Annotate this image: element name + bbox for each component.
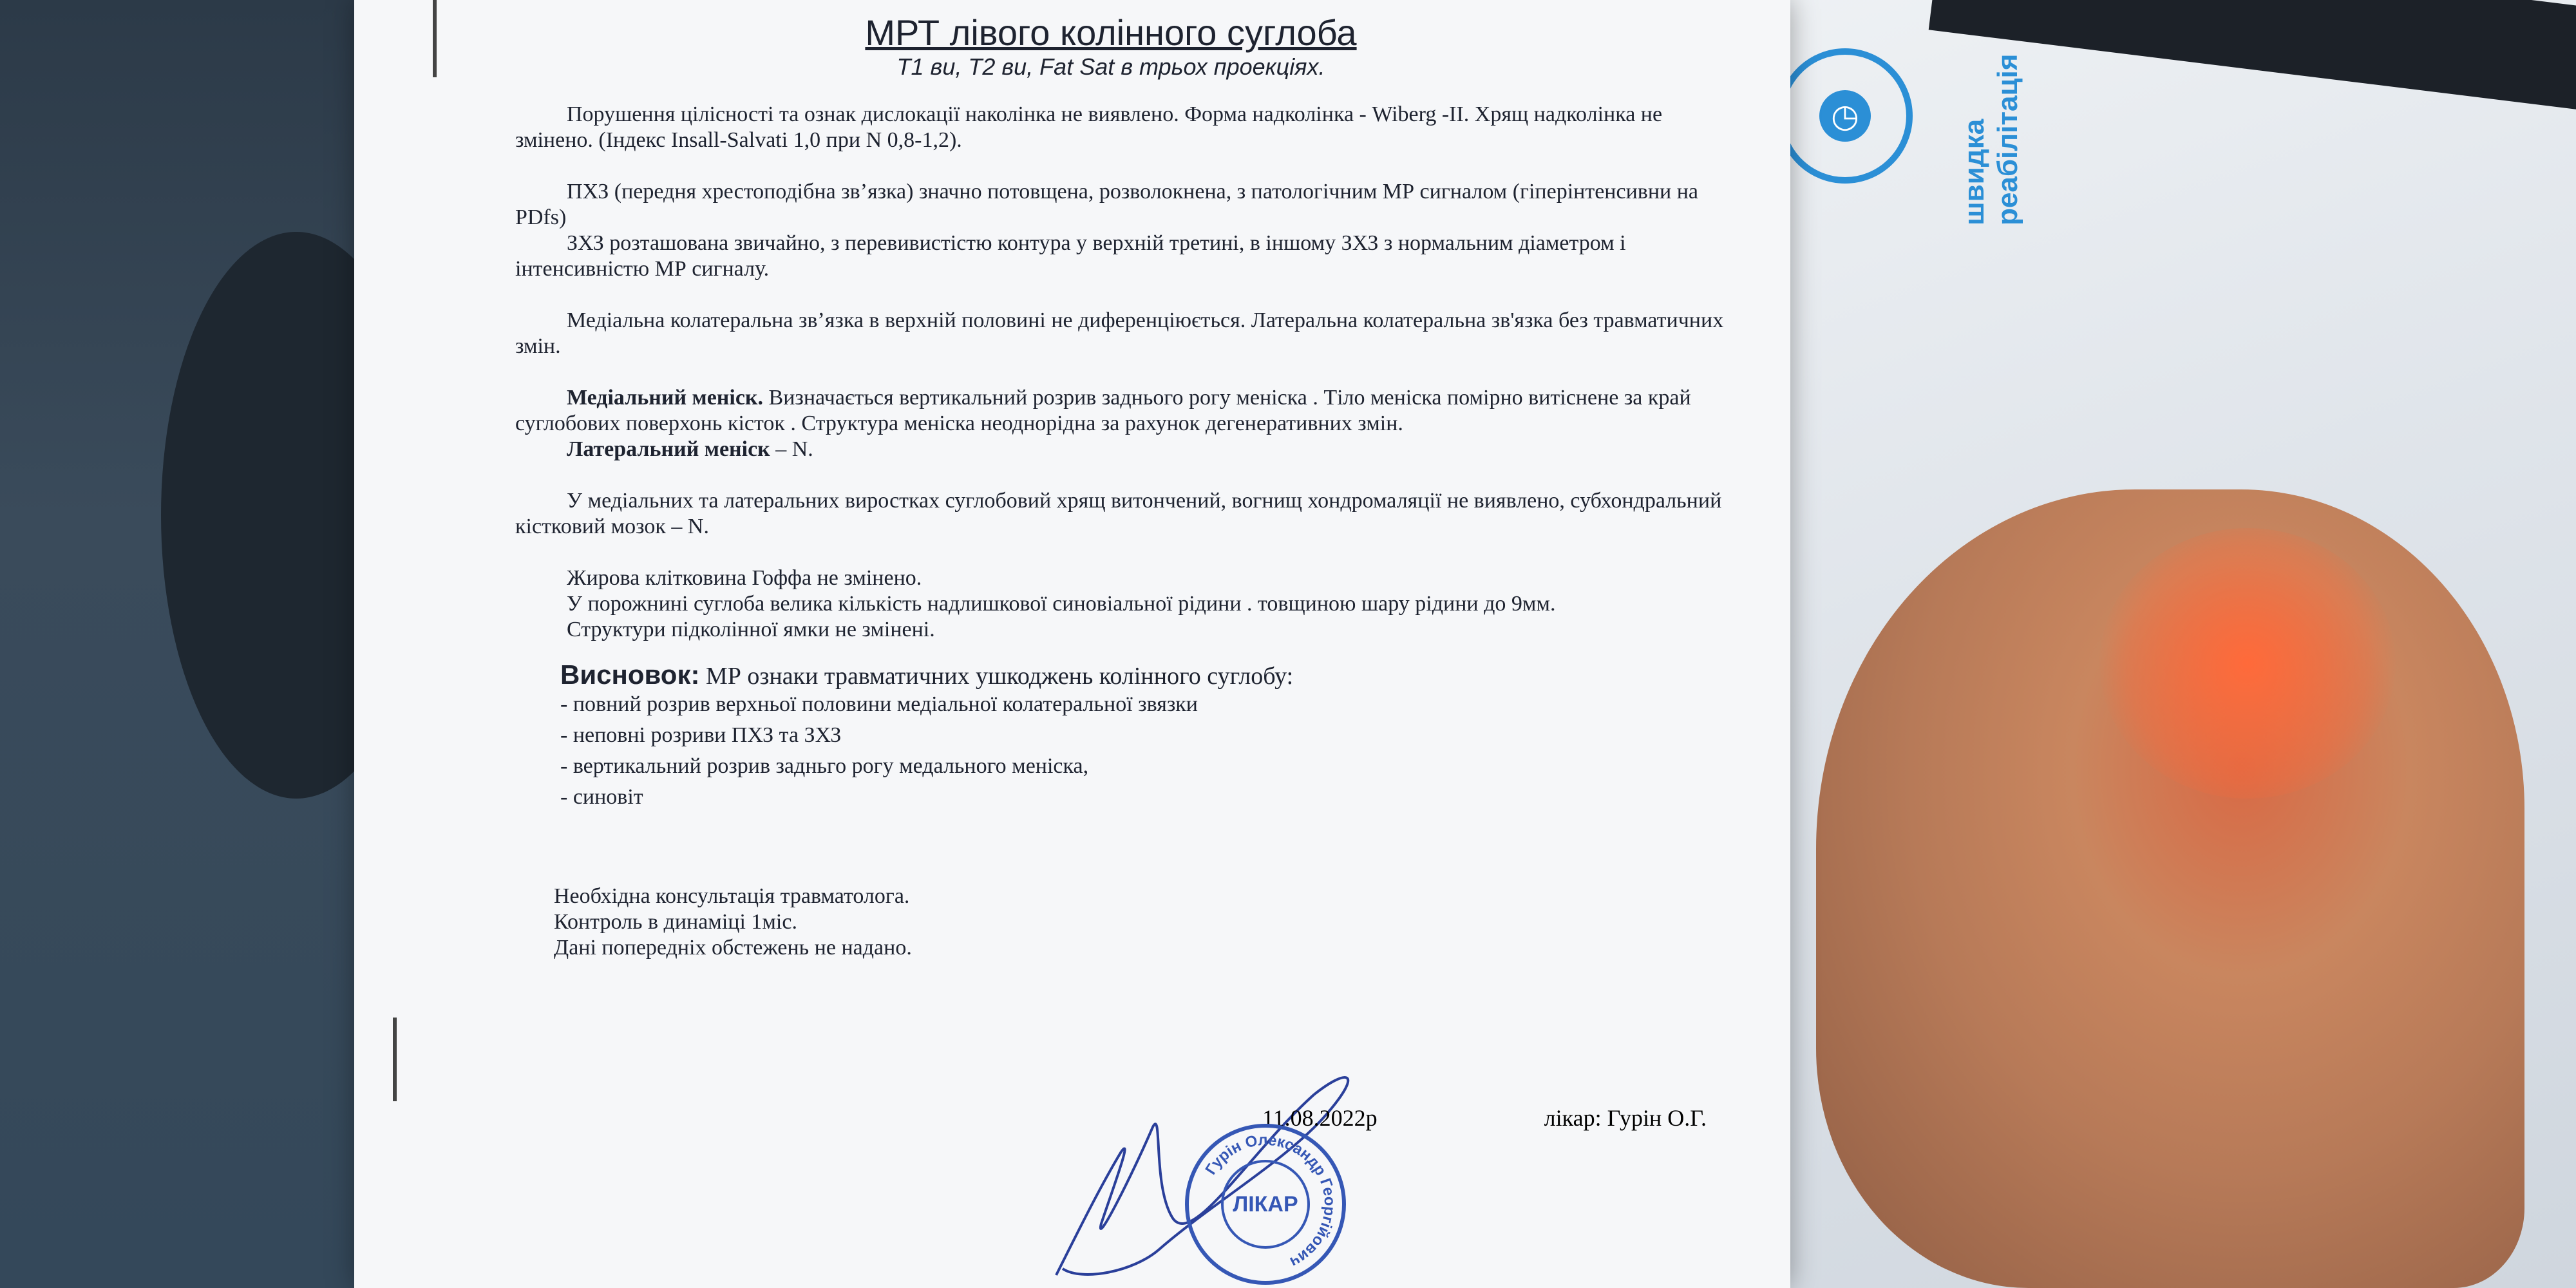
conclusion-text: МР ознаки травматичних ушкоджень колінного суглобу: (699, 663, 1294, 690)
paragraph: Медіальний меніск. Визначається вертикальний розрив заднього рогу меніска . Тіло меніска помірно витіснене за край суглобових поверхонь кісток . Структура меніска неоднорідна за рахунок дегенеративних змін. (515, 386, 1691, 435)
paragraph: Структури підколінної ямки не змінені. (567, 618, 935, 641)
footer-line: Дані попередніх обстежень не надано. (554, 936, 912, 960)
report-sheet (354, 0, 1790, 1288)
report-body (515, 12, 1739, 961)
paragraph: ПХЗ (передня хрестоподібна зв’язка) значно потовщена, розволокнена, з патологічним МР сигналом (гіперінтенсивни на PDfs) (515, 180, 1698, 229)
background-dark-strip (1929, 0, 2576, 124)
report-title: МРТ лівого колінного суглоба (865, 12, 1357, 53)
background-logo-text: швидка реабілітація (1958, 53, 2023, 225)
margin-mark (393, 1018, 397, 1101)
paragraph: Латеральний меніск – N. (567, 437, 813, 461)
paragraph: Порушення цілісності та ознак дислокації наколінка не виявлено. Форма надколінка - Wiberg -II. Хрящ надколінка не змінено. (Індекс Insall-Salvati 1,0 при N 0,8-1,2). (515, 102, 1663, 152)
knee-pain-highlight (2099, 528, 2396, 799)
paragraph: У порожнині суглоба велика кількість надлишкової синовіальної рідини . товщиною шару рідини до 9мм. (567, 592, 1556, 616)
doctor-stamp: Гурін Олександр Георгійович ЛІКАР (1185, 1124, 1346, 1285)
list-item: - синовіт (560, 785, 643, 809)
report-date: 11.08.2022р (1262, 1105, 1378, 1131)
paragraph: Жирова клітковина Гоффа не змінено. (567, 566, 922, 590)
paragraph: Медіальна колатеральна зв’язка в верхній половині не диференціюється. Латеральна колатеральна зв'язка без травматичних змін. (515, 308, 1724, 358)
svg-text:Гурін Олександр Георгійович: Гурін Олександр Георгійович (1202, 1131, 1339, 1271)
paragraph: ЗХЗ розташована звичайно, з перевивистістю контура у верхній третині, в іншому ЗХЗ з нормальним діаметром і інтенсивністю МР сигналу. (515, 231, 1626, 281)
footer-line: Необхідна консультація травматолога. (554, 884, 910, 908)
list-item: - неповні розриви ПХЗ та ЗХЗ (560, 723, 842, 747)
conclusion-label: Висновок: (560, 659, 700, 690)
clock-logo-icon: ◷ (1777, 48, 1913, 184)
paragraph: У медіальних та латеральних виростках суглобовий хрящ витончений, вогнищ хондромаляції не виявлено, субхондральний кістковий мозок – N. (515, 489, 1722, 538)
list-item: - повний розрив верхньої половини медіальної колатеральної звязки (560, 692, 1198, 716)
report-subtitle: T1 ви, T2 ви, Fat Sat в трьох проекціях. (896, 53, 1325, 80)
background-right-package (1739, 0, 2576, 1288)
footer-line: Контроль в динаміці 1міс. (554, 910, 797, 934)
report-footer (554, 884, 1739, 961)
margin-mark (433, 0, 437, 77)
list-item: - вертикальний розрив задньго рогу медального меніска, (560, 754, 1089, 778)
doctor-name: лікар: Гурін О.Г. (1544, 1105, 1707, 1131)
conclusion (515, 659, 1739, 690)
